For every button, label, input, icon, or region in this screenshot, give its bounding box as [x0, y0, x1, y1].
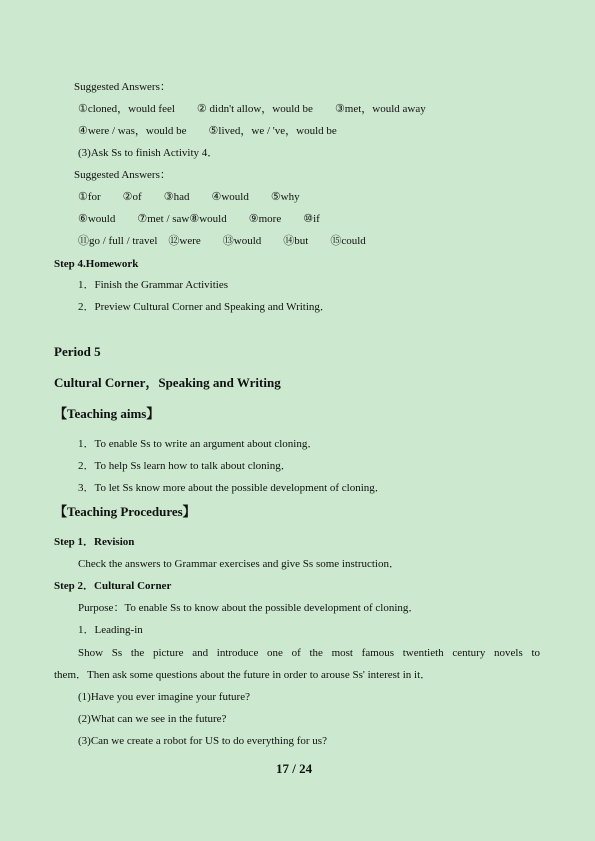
section-heading: Cultural Corner，Speaking and Writing	[54, 375, 281, 390]
step-heading: Step 4.Homework	[54, 258, 139, 270]
suggested-answers-label-1: Suggested Answers：	[74, 81, 171, 93]
list-item: 1．To enable Ss to write an argument about cloning．	[78, 438, 319, 450]
step-heading: Step 1．Revision	[54, 536, 135, 548]
list-item: 2．To help Ss learn how to talk about cloning．	[78, 460, 292, 472]
answer-line: ①cloned，would feel ② didn't allow，would be ③met，would away	[78, 103, 426, 115]
answer-line: ⑪go / full / travel ⑫were ⑬would ⑭but ⑮could	[78, 235, 366, 247]
list-item: 2．Preview Cultural Corner and Speaking and Writing．	[78, 301, 331, 313]
question-line: (2)What can we see in the future?	[78, 713, 227, 725]
list-item: 1．Leading-in	[78, 624, 143, 636]
step-heading: Step 2．Cultural Corner	[54, 580, 172, 592]
list-item: 1．Finish the Grammar Activities	[78, 279, 229, 291]
paragraph-line: Show Ss the picture and introduce one of the most famous twentieth century novels to	[78, 647, 540, 659]
question-line: (3)Can we create a robot for US to do everything for us?	[78, 735, 327, 747]
page-number: 17 / 24	[276, 761, 313, 776]
paragraph-line: them．Then ask some questions about the future in order to arouse Ss' interest in it．	[54, 669, 432, 681]
paragraph-line: Purpose：To enable Ss to know about the possible development of cloning．	[78, 602, 420, 614]
paragraph-line: Check the answers to Grammar exercises and give Ss some instruction．	[78, 558, 400, 570]
instruction-line: (3)Ask Ss to finish Activity 4．	[78, 147, 219, 159]
teaching-procedures-heading: 【Teaching Procedures】	[54, 504, 196, 519]
answer-line: ④were / was，would be ⑤lived，we / 've，would be	[78, 125, 337, 137]
list-item: 3．To let Ss know more about the possible development of cloning．	[78, 482, 386, 494]
question-line: (1)Have you ever imagine your future?	[78, 691, 250, 703]
suggested-answers-label-2: Suggested Answers：	[74, 169, 171, 181]
teaching-aims-heading: 【Teaching aims】	[54, 406, 160, 421]
period-heading: Period 5	[54, 344, 101, 359]
answer-line: ①for ②of ③had ④would ⑤why	[78, 191, 300, 203]
answer-line: ⑥would ⑦met / saw⑧would ⑨more ⑩if	[78, 213, 320, 225]
